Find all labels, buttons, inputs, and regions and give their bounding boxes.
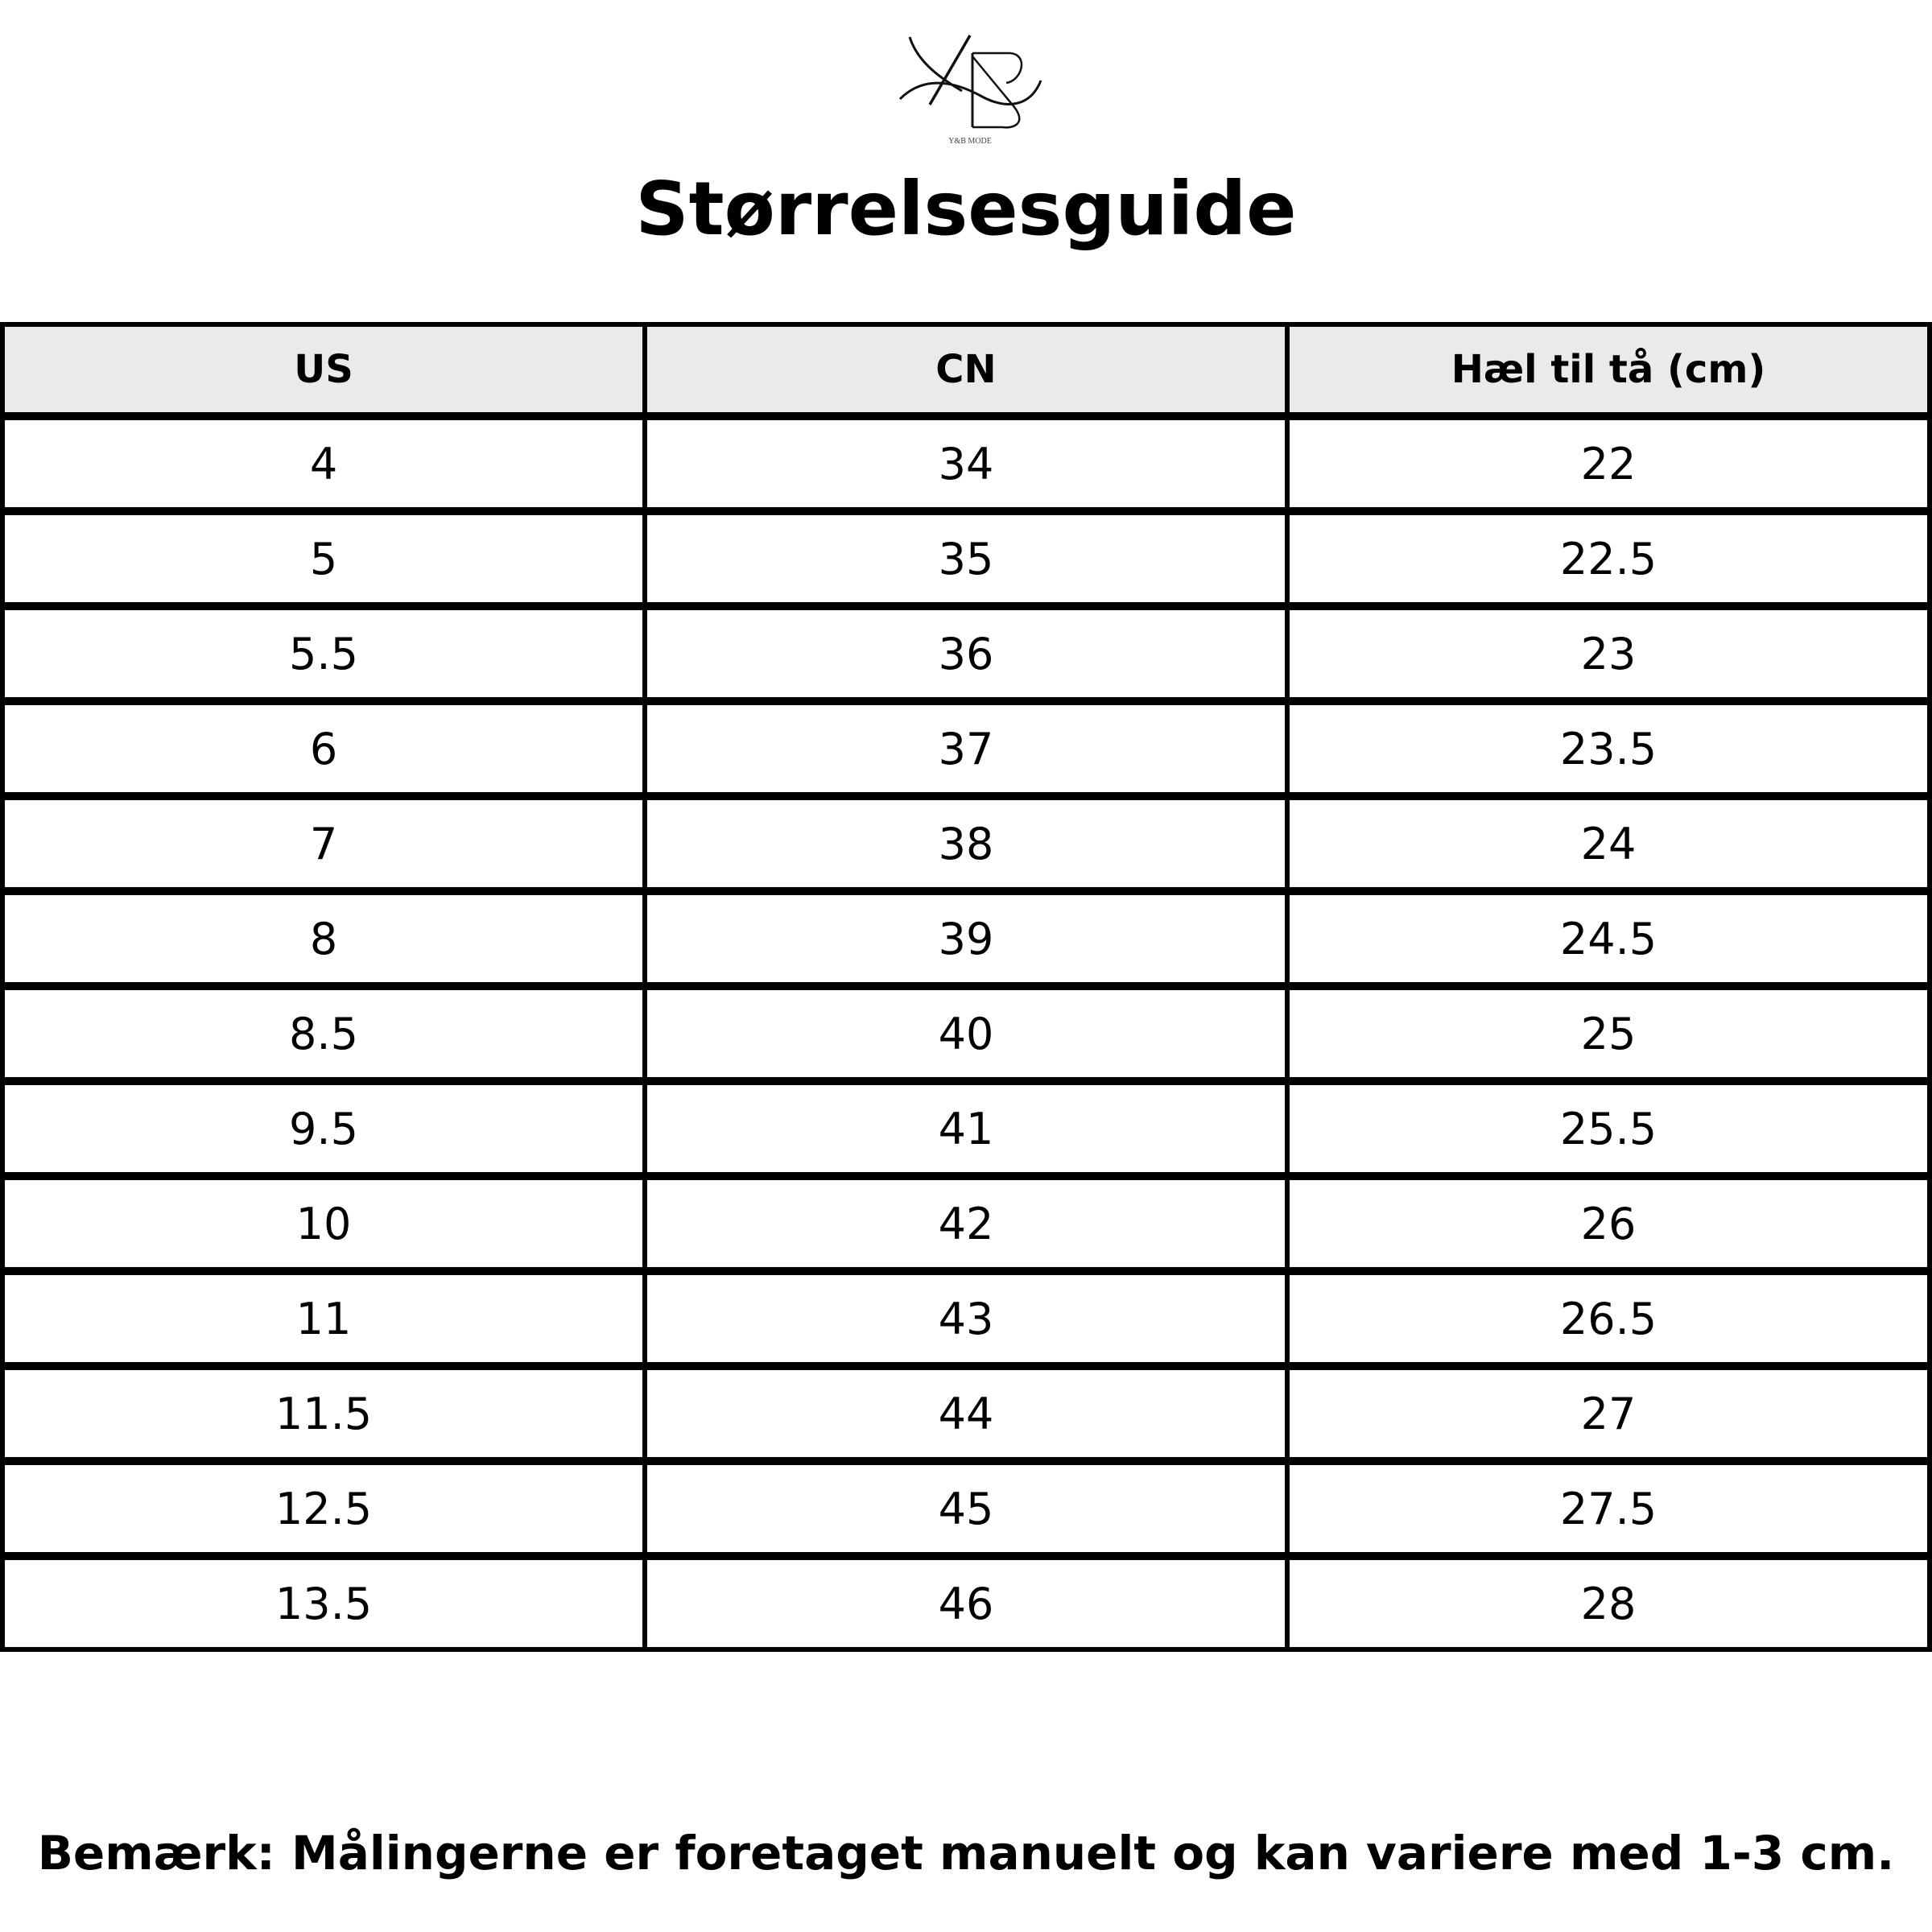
cell-heel-to-toe-cm: 27 xyxy=(1287,1366,1930,1461)
cell-us-size: 4 xyxy=(2,416,645,511)
cell-cn-size: 40 xyxy=(645,986,1287,1081)
cell-us-size: 5.5 xyxy=(2,606,645,701)
cell-cn-size: 38 xyxy=(645,796,1287,891)
cell-us-size: 12.5 xyxy=(2,1461,645,1556)
cell-heel-to-toe-cm: 24 xyxy=(1287,796,1930,891)
cell-cn-size: 35 xyxy=(645,511,1287,606)
cell-us-size: 6 xyxy=(2,701,645,796)
table-row xyxy=(2,1556,1930,1649)
cell-cn-size: 44 xyxy=(645,1366,1287,1461)
table-row xyxy=(2,796,1930,891)
cell-us-size: 8 xyxy=(2,891,645,986)
cell-heel-to-toe-cm: 27.5 xyxy=(1287,1461,1930,1556)
table-row xyxy=(2,416,1930,511)
cell-heel-to-toe-cm: 23 xyxy=(1287,606,1930,701)
cell-cn-size: 37 xyxy=(645,701,1287,796)
table-row xyxy=(2,1081,1930,1176)
cell-cn-size: 42 xyxy=(645,1176,1287,1271)
table-row xyxy=(2,1176,1930,1271)
table-row xyxy=(2,606,1930,701)
cell-heel-to-toe-cm: 22 xyxy=(1287,416,1930,511)
cell-heel-to-toe-cm: 22.5 xyxy=(1287,511,1930,606)
table-row xyxy=(2,701,1930,796)
table-row xyxy=(2,511,1930,606)
cell-heel-to-toe-cm: 25 xyxy=(1287,986,1930,1081)
cell-us-size: 5 xyxy=(2,511,645,606)
column-header-us: US xyxy=(2,324,645,416)
cell-us-size: 7 xyxy=(2,796,645,891)
cell-cn-size: 34 xyxy=(645,416,1287,511)
cell-heel-to-toe-cm: 23.5 xyxy=(1287,701,1930,796)
column-header-cn: CN xyxy=(645,324,1287,416)
cell-heel-to-toe-cm: 24.5 xyxy=(1287,891,1930,986)
cell-heel-to-toe-cm: 28 xyxy=(1287,1556,1930,1649)
cell-cn-size: 41 xyxy=(645,1081,1287,1176)
table-header-row xyxy=(2,324,1930,416)
cell-us-size: 11.5 xyxy=(2,1366,645,1461)
table-row xyxy=(2,1271,1930,1366)
yb-monogram-icon xyxy=(894,31,1046,151)
brand-logo xyxy=(894,31,1046,151)
cell-us-size: 8.5 xyxy=(2,986,645,1081)
cell-us-size: 11 xyxy=(2,1271,645,1366)
table-row xyxy=(2,891,1930,986)
page-title: Størrelsesguide xyxy=(635,166,1297,252)
svg-text:Y&B MODE: Y&B MODE xyxy=(948,137,992,146)
table-row xyxy=(2,1366,1930,1461)
cell-cn-size: 46 xyxy=(645,1556,1287,1649)
cell-heel-to-toe-cm: 26 xyxy=(1287,1176,1930,1271)
cell-cn-size: 39 xyxy=(645,891,1287,986)
measurement-note: Bemærk: Målingerne er foretaget manuelt og kan variere med 1-3 cm. xyxy=(37,1826,1895,1880)
cell-us-size: 10 xyxy=(2,1176,645,1271)
cell-heel-to-toe-cm: 26.5 xyxy=(1287,1271,1930,1366)
cell-cn-size: 45 xyxy=(645,1461,1287,1556)
size-guide-table xyxy=(0,322,1932,1652)
cell-heel-to-toe-cm: 25.5 xyxy=(1287,1081,1930,1176)
cell-us-size: 13.5 xyxy=(2,1556,645,1649)
cell-cn-size: 36 xyxy=(645,606,1287,701)
table-row xyxy=(2,1461,1930,1556)
table-row xyxy=(2,986,1930,1081)
column-header-heel-to-toe: Hæl til tå (cm) xyxy=(1287,324,1930,416)
cell-cn-size: 43 xyxy=(645,1271,1287,1366)
cell-us-size: 9.5 xyxy=(2,1081,645,1176)
